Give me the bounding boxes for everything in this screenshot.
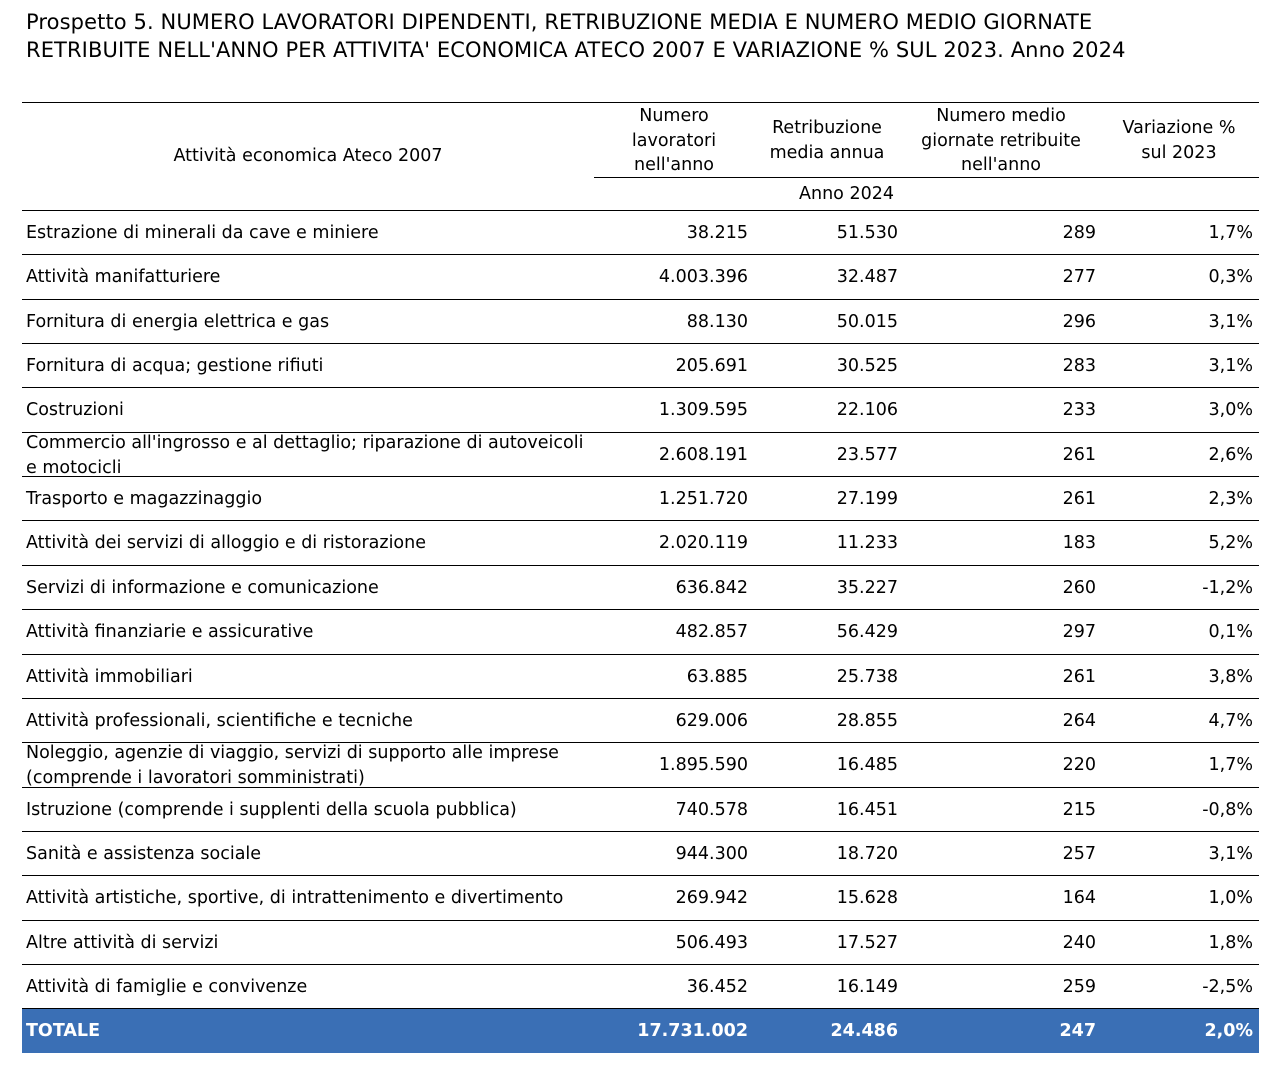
workers-cell: 740.578	[675, 800, 748, 820]
paid-days-cell: 261	[1062, 667, 1096, 687]
change-cell: 3,1%	[1208, 844, 1253, 864]
workers-cell: 636.842	[675, 578, 748, 598]
workers-cell: 1.895.590	[658, 755, 748, 775]
paid-days-cell: 215	[1062, 800, 1096, 820]
workers-cell: 36.452	[686, 977, 748, 997]
change-cell: 0,3%	[1208, 267, 1253, 287]
paid-days-cell: 260	[1062, 578, 1096, 598]
change-cell: 3,0%	[1208, 400, 1253, 420]
activity-cell: Fornitura di energia elettrica e gas	[26, 312, 330, 332]
header-average-pay: Retribuzione media annua	[769, 118, 885, 163]
table-row	[22, 300, 1259, 344]
average-pay-cell: 25.738	[836, 667, 898, 687]
workers-cell: 4.003.396	[658, 267, 748, 287]
activity-cell: Attività immobiliari	[26, 667, 193, 687]
change-cell: 2,3%	[1208, 489, 1253, 509]
activity-cell: Attività di famiglie e convivenze	[26, 977, 308, 997]
paid-days-cell: 283	[1062, 356, 1096, 376]
activity-cell: Sanità e assistenza sociale	[26, 844, 262, 864]
average-pay-cell: 27.199	[836, 489, 898, 509]
average-pay-cell: 35.227	[836, 578, 898, 598]
table-top-rule	[22, 102, 1259, 103]
table-row	[22, 788, 1259, 832]
workers-cell: 1.309.595	[658, 400, 748, 420]
activity-cell: Servizi di informazione e comunicazione	[26, 578, 379, 598]
average-pay-cell: 32.487	[836, 267, 898, 287]
paid-days-cell: 240	[1062, 933, 1096, 953]
paid-days-cell: 297	[1062, 622, 1096, 642]
change-cell: -2,5%	[1202, 977, 1253, 997]
activity-cell: Commercio all'ingrosso e al dettaglio; riparazione di autoveicoli e motocicli	[26, 433, 584, 478]
activity-cell: Fornitura di acqua; gestione rifiuti	[26, 356, 324, 376]
paid-days-cell: 261	[1062, 489, 1096, 509]
header-paid-days: Numero medio giornate retribuite nell'anno	[921, 106, 1081, 175]
table-row	[22, 521, 1259, 565]
change-cell: 1,7%	[1208, 223, 1253, 243]
workers-cell: 2.608.191	[658, 445, 748, 465]
average-pay-cell: 23.577	[836, 445, 898, 465]
change-cell: 1,8%	[1208, 933, 1253, 953]
change-cell: 4,7%	[1208, 711, 1253, 731]
table-row	[22, 655, 1259, 699]
paid-days-cell: 261	[1062, 445, 1096, 465]
paid-days-cell: 289	[1062, 223, 1096, 243]
paid-days-cell: 164	[1062, 888, 1096, 908]
paid-days-cell: 259	[1062, 977, 1096, 997]
workers-cell: 482.857	[675, 622, 748, 642]
average-pay-cell: 17.527	[836, 933, 898, 953]
table-row	[22, 921, 1259, 965]
change-cell: 3,1%	[1208, 312, 1253, 332]
workers-cell: 506.493	[675, 933, 748, 953]
activity-cell: Attività professionali, scientifiche e tecniche	[26, 711, 413, 731]
average-pay-cell: 51.530	[836, 223, 898, 243]
activity-cell: Attività artistiche, sportive, di intrattenimento e divertimento	[26, 888, 564, 908]
workers-cell: 205.691	[675, 356, 748, 376]
activity-cell: Attività finanziarie e assicurative	[26, 622, 314, 642]
table-row	[22, 832, 1259, 876]
title-line-1: Prospetto 5. NUMERO LAVORATORI DIPENDENTI, RETRIBUZIONE MEDIA E NUMERO MEDIO GIORNATE	[26, 10, 1093, 34]
average-pay-cell: 22.106	[836, 400, 898, 420]
average-pay-cell: 15.628	[836, 888, 898, 908]
table-row	[22, 699, 1259, 743]
table-row	[22, 211, 1259, 255]
change-cell: 3,1%	[1208, 356, 1253, 376]
header-change: Variazione % sul 2023	[1122, 118, 1236, 163]
change-cell: 1,7%	[1208, 755, 1253, 775]
total-row	[22, 1009, 1259, 1053]
change-cell: -1,2%	[1202, 578, 1253, 598]
table-row	[22, 344, 1259, 388]
title-line-2: RETRIBUITE NELL'ANNO PER ATTIVITA' ECONOMICA ATECO 2007 E VARIAZIONE % SUL 2023. Anno 2024	[26, 38, 1126, 62]
table-row	[22, 255, 1259, 299]
activity-cell: Estrazione di minerali da cave e miniere	[26, 223, 379, 243]
table-row	[22, 965, 1259, 1009]
header-activity: Attività economica Ateco 2007	[173, 146, 443, 166]
workers-cell: 88.130	[686, 312, 748, 332]
change-cell: 0,1%	[1208, 622, 1253, 642]
paid-days-cell: 247	[1059, 1021, 1096, 1041]
change-cell: 2,6%	[1208, 445, 1253, 465]
activity-cell: Attività dei servizi di alloggio e di ristorazione	[26, 533, 426, 553]
average-pay-cell: 11.233	[836, 533, 898, 553]
paid-days-cell: 257	[1062, 844, 1096, 864]
average-pay-cell: 16.149	[836, 977, 898, 997]
paid-days-cell: 296	[1062, 312, 1096, 332]
workers-cell: 944.300	[675, 844, 748, 864]
average-pay-cell: 16.485	[836, 755, 898, 775]
activity-cell: Trasporto e magazzinaggio	[26, 489, 263, 509]
paid-days-cell: 277	[1062, 267, 1096, 287]
change-cell: 1,0%	[1208, 888, 1253, 908]
workers-cell: 2.020.119	[658, 533, 748, 553]
table-row	[22, 477, 1259, 521]
table-row	[22, 433, 1259, 477]
average-pay-cell: 24.486	[830, 1021, 898, 1041]
workers-cell: 1.251.720	[658, 489, 748, 509]
table-row	[22, 743, 1259, 787]
change-cell: -0,8%	[1202, 800, 1253, 820]
workers-cell: 63.885	[686, 667, 748, 687]
average-pay-cell: 56.429	[836, 622, 898, 642]
table-row	[22, 566, 1259, 610]
paid-days-cell: 220	[1062, 755, 1096, 775]
average-pay-cell: 16.451	[836, 800, 898, 820]
change-cell: 3,8%	[1208, 667, 1253, 687]
document-title	[26, 8, 1256, 64]
paid-days-cell: 183	[1062, 533, 1096, 553]
average-pay-cell: 50.015	[836, 312, 898, 332]
activity-cell: Istruzione (comprende i supplenti della scuola pubblica)	[26, 800, 517, 820]
workers-cell: 269.942	[675, 888, 748, 908]
paid-days-cell: 264	[1062, 711, 1096, 731]
workers-cell: 629.006	[675, 711, 748, 731]
average-pay-cell: 18.720	[836, 844, 898, 864]
table-row	[22, 610, 1259, 654]
average-pay-cell: 30.525	[836, 356, 898, 376]
header-year: Anno 2024	[799, 184, 894, 204]
average-pay-cell: 28.855	[836, 711, 898, 731]
table-row	[22, 876, 1259, 920]
activity-cell: Attività manifatturiere	[26, 267, 221, 287]
paid-days-cell: 233	[1062, 400, 1096, 420]
workers-cell: 38.215	[686, 223, 748, 243]
activity-cell: TOTALE	[26, 1021, 101, 1041]
table-row	[22, 388, 1259, 432]
activity-cell: Altre attività di servizi	[26, 933, 219, 953]
header-workers: Numero lavoratori nell'anno	[631, 106, 717, 175]
change-cell: 5,2%	[1208, 533, 1253, 553]
workers-cell: 17.731.002	[637, 1021, 748, 1041]
activity-cell: Noleggio, agenzie di viaggio, servizi di supporto alle imprese (comprende i lavoratori somministrati)	[26, 743, 559, 788]
activity-cell: Costruzioni	[26, 400, 124, 420]
change-cell: 2,0%	[1204, 1021, 1253, 1041]
